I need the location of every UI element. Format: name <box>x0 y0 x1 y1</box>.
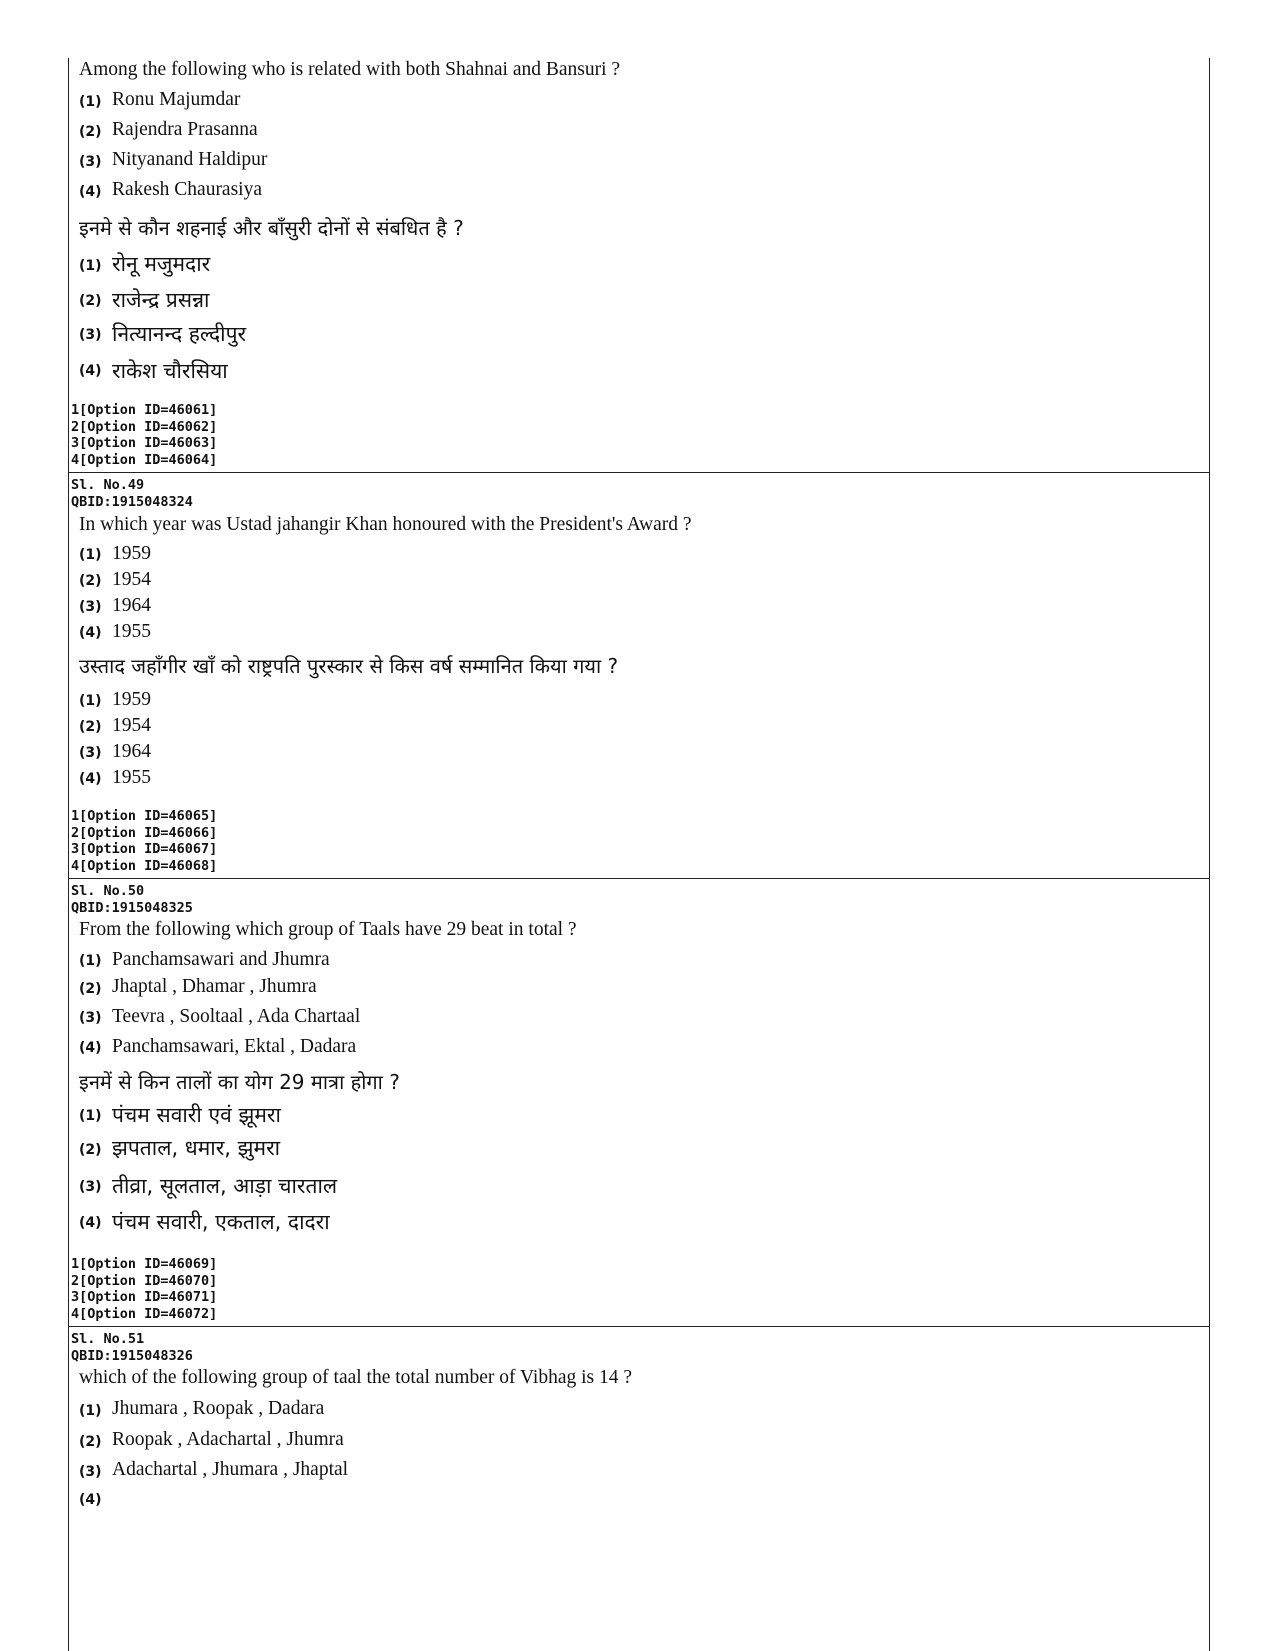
option-id: 4[Option ID=46064] <box>71 451 218 468</box>
serial-number: Sl. No.49 <box>71 477 145 493</box>
option-id: 4[Option ID=46072] <box>71 1305 218 1322</box>
option-number: (3) <box>79 1464 102 1480</box>
option-number: (1) <box>79 1108 102 1124</box>
divider <box>68 878 1210 879</box>
option-number: (4) <box>79 184 102 200</box>
divider <box>68 472 1210 473</box>
option-text: Nityanand Haldipur <box>112 149 268 170</box>
option-number: (3) <box>79 1179 102 1195</box>
option-number: (3) <box>79 745 102 761</box>
option-number: (2) <box>79 719 102 735</box>
option-text: Ronu Majumdar <box>112 89 241 110</box>
option-text: Panchamsawari, Ektal , Dadara <box>112 1036 357 1057</box>
option-text: 1964 <box>112 595 151 616</box>
option-number: (2) <box>79 124 102 140</box>
question-header <box>71 477 193 510</box>
option-id: 4[Option ID=46068] <box>71 857 218 874</box>
option-id: 3[Option ID=46071] <box>71 1289 218 1305</box>
question-text-hi: इनमें से किन तालों का योग 29 मात्रा होगा ? <box>79 1070 400 1094</box>
option-number: (4) <box>79 1215 102 1231</box>
option-text: 1955 <box>112 621 151 642</box>
option-number: (1) <box>79 547 102 563</box>
option-number: (1) <box>79 953 102 969</box>
option-text: Jhumara , Roopak , Dadara <box>112 1398 325 1419</box>
option-id: 2[Option ID=46070] <box>71 1272 218 1289</box>
option-text: 1955 <box>112 767 151 788</box>
qbid: QBID:1915048325 <box>71 899 193 916</box>
qbid: QBID:1915048326 <box>71 1347 193 1364</box>
option-number: (2) <box>79 981 102 997</box>
option-number: (2) <box>79 573 102 589</box>
question-text-en: Among the following who is related with both Shahnai and Bansuri ? <box>79 59 621 80</box>
qbid: QBID:1915048324 <box>71 493 193 510</box>
option-text: 1959 <box>112 689 151 710</box>
option-text-hi: नित्यानन्द हल्दीपुर <box>112 322 247 346</box>
option-text: Adachartal , Jhumara , Jhaptal <box>112 1459 349 1480</box>
option-number: (3) <box>79 599 102 615</box>
option-id: 3[Option ID=46067] <box>71 841 218 857</box>
question-text-en: In which year was Ustad jahangir Khan honoured with the President's Award ? <box>79 514 692 535</box>
option-number: (1) <box>79 258 102 274</box>
option-text: Teevra , Sooltaal , Ada Chartaal <box>112 1006 361 1027</box>
option-id-list <box>71 1256 217 1322</box>
divider <box>68 1326 1210 1327</box>
option-text-hi: रोनू मजुमदार <box>112 252 211 276</box>
option-text: Rakesh Chaurasiya <box>112 179 263 200</box>
option-text-hi: पंचम सवारी, एकताल, दादरा <box>112 1210 330 1234</box>
question-text-hi: इनमे से कौन शहनाई और बाँसुरी दोनों से संबधित है ? <box>79 216 464 240</box>
question-text-en: From the following which group of Taals have 29 beat in total ? <box>79 919 577 940</box>
option-number: (3) <box>79 154 102 170</box>
option-number: (4) <box>79 1492 102 1508</box>
option-text-hi: पंचम सवारी एवं झूमरा <box>112 1103 281 1127</box>
option-number: (1) <box>79 94 102 110</box>
option-number: (2) <box>79 1434 102 1450</box>
option-id: 3[Option ID=46063] <box>71 435 218 451</box>
option-text-hi: राजेन्द्र प्रसन्ना <box>112 288 210 312</box>
option-number: (4) <box>79 363 102 379</box>
option-id-list <box>71 808 217 874</box>
option-number: (1) <box>79 693 102 709</box>
option-id: 1[Option ID=46069] <box>71 1256 218 1272</box>
option-text: Panchamsawari and Jhumra <box>112 949 330 970</box>
option-text: Roopak , Adachartal , Jhumra <box>112 1429 344 1450</box>
option-number: (4) <box>79 1040 102 1056</box>
option-text: Rajendra Prasanna <box>112 119 258 140</box>
option-id: 2[Option ID=46062] <box>71 418 218 435</box>
option-number: (4) <box>79 771 102 787</box>
option-number: (3) <box>79 327 102 343</box>
option-text: 1959 <box>112 543 151 564</box>
option-id: 1[Option ID=46061] <box>71 402 218 418</box>
question-header <box>71 1331 193 1364</box>
option-text: Jhaptal , Dhamar , Jhumra <box>112 976 317 997</box>
option-text: 1954 <box>112 715 151 736</box>
question-text-en: which of the following group of taal the total number of Vibhag is 14 ? <box>79 1367 633 1388</box>
option-number: (3) <box>79 1010 102 1026</box>
option-text-hi: राकेश चौरसिया <box>112 359 228 383</box>
question-header <box>71 883 193 916</box>
option-number: (2) <box>79 293 102 309</box>
option-text-hi: तीव्रा, सूलताल, आड़ा चारताल <box>112 1174 338 1198</box>
option-id: 1[Option ID=46065] <box>71 808 218 824</box>
option-id: 2[Option ID=46066] <box>71 824 218 841</box>
option-text-hi: झपताल, धमार, झुमरा <box>112 1136 281 1160</box>
serial-number: Sl. No.50 <box>71 883 145 899</box>
option-text: 1964 <box>112 741 151 762</box>
option-number: (1) <box>79 1403 102 1419</box>
option-number: (4) <box>79 625 102 641</box>
serial-number: Sl. No.51 <box>71 1331 145 1347</box>
option-number: (2) <box>79 1142 102 1158</box>
question-text-hi: उस्ताद जहाँगीर खाँ को राष्ट्रपति पुरस्कार से किस वर्ष सम्मानित किया गया ? <box>79 654 619 678</box>
option-text: 1954 <box>112 569 151 590</box>
option-id-list <box>71 402 217 468</box>
